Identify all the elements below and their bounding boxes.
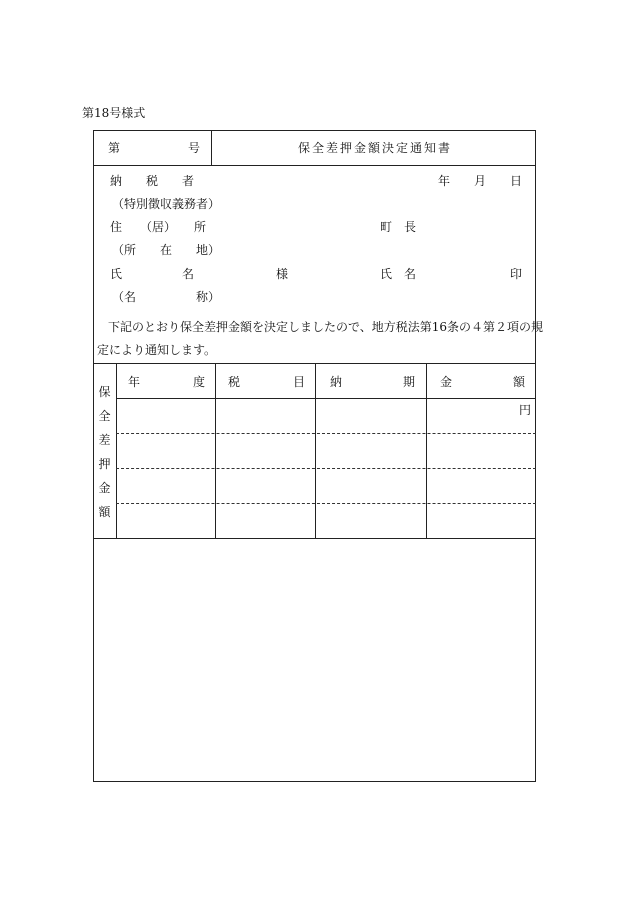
side-label-char: 金 xyxy=(98,481,111,495)
divider xyxy=(116,398,536,399)
side-label-char: 額 xyxy=(98,505,111,519)
issuer-title: 町 長 xyxy=(380,220,417,234)
document-title: 保全差押金額決定通知書 xyxy=(298,141,453,155)
number-suffix: 号 xyxy=(188,141,201,155)
date-month: 月 xyxy=(474,174,487,188)
divider xyxy=(215,363,216,538)
name-sub-label: （名 称） xyxy=(112,290,221,304)
header-period-b: 期 xyxy=(403,375,416,389)
header-period-a: 納 xyxy=(330,375,343,389)
divider xyxy=(93,165,536,166)
header-amount-b: 額 xyxy=(513,375,526,389)
taxpayer-sub-label: （特別徴収義務者） xyxy=(112,197,221,211)
currency-unit: 円 xyxy=(519,403,532,417)
name-label: 氏 名 xyxy=(110,267,195,281)
name-honorific: 様 xyxy=(276,267,289,281)
date-year: 年 xyxy=(438,174,451,188)
side-label-char: 押 xyxy=(98,457,111,471)
notice-text-line2: 定により通知します。 xyxy=(97,343,217,357)
row-divider xyxy=(116,468,536,469)
date-day: 日 xyxy=(510,174,523,188)
issuer-name-label: 氏 名 xyxy=(380,267,417,281)
notice-text-line1: 下記のとおり保全差押金額を決定しましたので、地方税法第16条の４第２項の規 xyxy=(108,320,544,334)
number-prefix: 第 xyxy=(108,141,121,155)
side-label-char: 差 xyxy=(98,433,111,447)
row-divider xyxy=(116,503,536,504)
row-divider xyxy=(116,433,536,434)
seal-mark: 印 xyxy=(510,267,523,281)
header-year-b: 度 xyxy=(193,375,206,389)
divider xyxy=(315,363,316,538)
side-label-vertical xyxy=(93,380,116,524)
header-tax-a: 税 xyxy=(228,375,241,389)
header-tax-b: 目 xyxy=(293,375,306,389)
form-number: 第18号様式 xyxy=(82,106,146,120)
divider xyxy=(116,363,117,538)
side-label-char: 全 xyxy=(98,409,111,423)
side-label-char: 保 xyxy=(98,385,111,399)
taxpayer-label: 納 税 者 xyxy=(110,174,195,188)
divider xyxy=(211,130,212,165)
blank-area xyxy=(94,539,535,781)
divider xyxy=(426,363,427,538)
header-year-a: 年 xyxy=(128,375,141,389)
address-sub-label: （所 在 地） xyxy=(112,243,221,257)
header-amount-a: 金 xyxy=(440,375,453,389)
address-label: 住 （居） 所 xyxy=(110,220,207,234)
